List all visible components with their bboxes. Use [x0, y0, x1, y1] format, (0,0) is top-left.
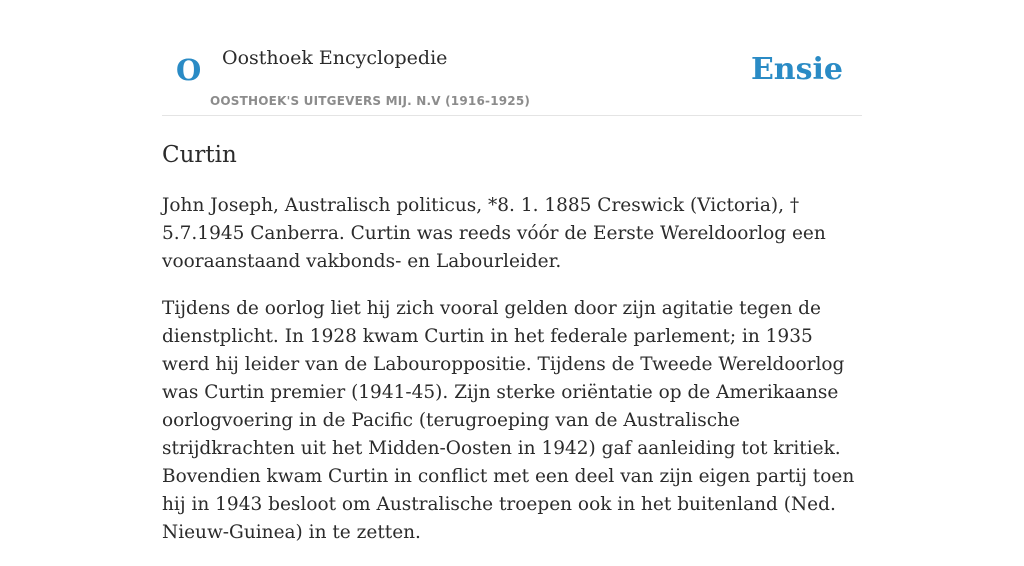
entry-title: Curtin: [162, 142, 237, 168]
source-header: [162, 0, 862, 116]
page-container: [162, 0, 862, 543]
entry-body: [162, 192, 862, 566]
source-logo-letter[interactable]: O: [176, 53, 202, 87]
entry-paragraph: John Joseph, Australisch politicus, *8. 1. 1885 Creswick (Victoria), † 5.7.1945 Canberra. Curtin was reeds vóór de Eerste Wereldoorlog een vooraanstaand vakbonds- en Labourleider.: [162, 195, 826, 272]
source-title-link[interactable]: Oosthoek Encyclopedie: [222, 47, 448, 69]
ensie-logo-link[interactable]: Ensie: [750, 52, 843, 87]
publisher-label: OOSTHOEK'S UITGEVERS MIJ. N.V (1916-1925): [210, 94, 531, 108]
entry-paragraph: Tijdens de oorlog liet hij zich vooral gelden door zijn agitatie tegen de dienstplicht. In 1928 kwam Curtin in het federale parlement; in 1935 werd hij leider van de Labouroppositie. Tijdens de Tweede Wereldoorlog was Curtin premier (1941-45). Zijn sterke oriëntatie op de Amerikaanse oorlogvoering in de Pacific (terugroeping van de Australische strijdkrachten uit het Midden-Oosten in 1942) gaf aanleiding tot kritiek. Bovendien kwam Curtin in conflict met een deel van zijn eigen partij toen hij in 1943 besloot om Australische troepen ook in het buitenland (Ned. Nieuw-Guinea) in te zetten.: [162, 298, 855, 543]
